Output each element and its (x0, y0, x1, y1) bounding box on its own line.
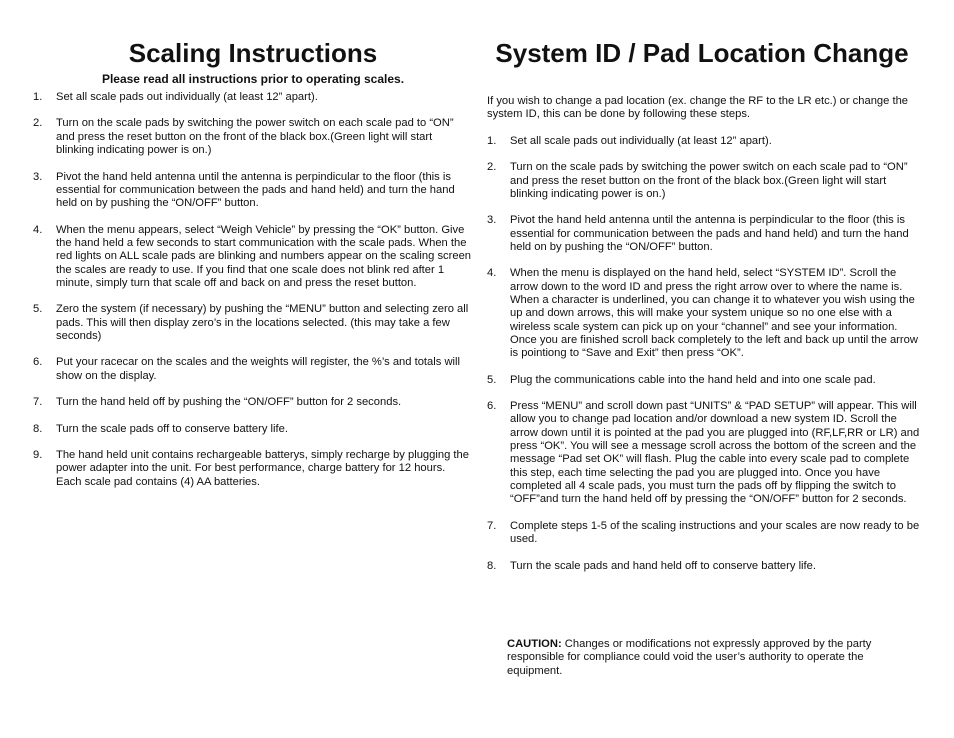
step-number: 2. (487, 161, 497, 174)
step-text: Turn the scale pads and hand held off to conserve battery life. (510, 559, 816, 572)
step-text: Press “MENU” and scroll down past “UNITS” & “PAD SETUP” will appear. This will allow you to change pad location and/or download a new system ID. Scroll the arrow down until it is pointed at the pad you are plugged into (RF,LF,RR or LR) and press “OK”. You will see a message scroll across the bottom of the screen and the message “Pad set OK” will flash. Plug the cable into every scale pad to complete this step, each time selecting the pad you are plugged into. Once you have completed all 4 scale pads, you must turn the pads off by flipping the switch to “OFF”and turn the hand held off by pressing the “ON/OFF” button for 2 seconds. (510, 400, 920, 506)
step-text: Pivot the hand held antenna until the antenna is perpindicular to the floor (this is essential for communication between the pads and hand held) and turn the hand held on by pushing the “ON/OFF” button. (56, 170, 455, 210)
step-number: 3. (33, 170, 43, 183)
system-id-title: System ID / Pad Location Change (495, 38, 909, 68)
step-number: 8. (33, 422, 43, 435)
step-item (487, 161, 927, 201)
caution-text: Changes or modifications not expressly approved by the party responsible for compliance could void the user’s authority to operate the equipment. (507, 638, 872, 677)
system-id-column (487, 36, 927, 586)
step-text: Set all scale pads out individually (at least 12” apart). (56, 91, 318, 103)
step-number: 6. (33, 356, 43, 369)
step-item (33, 396, 473, 409)
step-text: Turn the scale pads off to conserve battery life. (56, 422, 288, 435)
caution-label: CAUTION: (507, 638, 562, 650)
step-number: 1. (487, 134, 497, 147)
step-number: 3. (487, 214, 497, 227)
step-number: 7. (33, 396, 43, 409)
scaling-instructions-column (33, 36, 473, 502)
step-number: 4. (33, 223, 43, 236)
step-item (487, 400, 927, 506)
step-text: Turn on the scale pads by switching the power switch on each scale pad to “ON” and press the reset button on the front of the black box.(Green light will start blinking indicating power is on.) (56, 117, 454, 157)
step-item (487, 267, 927, 360)
step-item (487, 374, 927, 387)
step-text: Turn on the scale pads by switching the power switch on each scale pad to “ON” and press the reset button on the front of the black box.(Green light will start blinking indicating power is on.) (510, 161, 908, 200)
step-text: When the menu appears, select “Weigh Vehicle” by pressing the “OK” button. Give the hand held a few seconds to start communication with the scale pads. When the red lights on ALL scale pads are blinking and numbers appear on the scaling screen the scales are ready to use. If you find that one scale does not blink red after 1 minute, simply turn that scale off and back on and press the reset button. (56, 223, 472, 289)
step-text: The hand held unit contains rechargeable batterys, simply recharge by plugging the power adapter into the unit. For best performance, charge battery for 12 hours. Each scale pad contains (4) AA batteries. (56, 449, 469, 488)
step-item (487, 520, 927, 547)
caution-notice (507, 638, 887, 678)
step-item (487, 560, 927, 573)
scaling-instructions-title: Scaling Instructions (128, 38, 378, 68)
step-item (33, 356, 473, 383)
step-text: Put your racecar on the scales and the weights will register, the %’s and totals will show on the display. (56, 356, 460, 382)
step-text: Pivot the hand held antenna until the antenna is perpindicular to the floor (this is essential for communication between the pads and hand held) and turn the hand held on by pushing the “ON/OFF” button. (510, 214, 909, 253)
step-number: 1. (33, 91, 43, 103)
step-text: Turn the hand held off by pushing the “ON/OFF” button for 2 seconds. (56, 396, 402, 409)
step-number: 8. (487, 559, 497, 572)
step-item (33, 449, 473, 489)
step-text: Zero the system (if necessary) by pushing the “MENU” button and selecting zero all pads. This will then display zero’s in the locations selected. (this may take a few seconds) (56, 303, 469, 342)
step-number: 4. (487, 267, 497, 280)
step-number: 6. (487, 400, 497, 413)
step-number: 5. (33, 303, 43, 316)
step-number: 5. (487, 373, 497, 386)
scaling-instructions-subtitle: Please read all instructions prior to operating scales. (101, 72, 405, 86)
step-number: 2. (33, 117, 43, 130)
step-number: 7. (487, 519, 497, 532)
step-text: Plug the communications cable into the hand held and into one scale pad. (510, 373, 876, 386)
step-item (33, 303, 473, 343)
step-item (33, 117, 473, 157)
step-item (487, 135, 927, 148)
system-id-intro: If you wish to change a pad location (ex. change the RF to the LR etc.) or change the system ID, this can be done by following these steps. (487, 95, 909, 121)
step-number: 9. (33, 449, 43, 462)
step-item (33, 171, 473, 211)
scaling-steps-list (33, 91, 473, 489)
step-text: Set all scale pads out individually (at least 12” apart). (510, 134, 772, 147)
step-text: Complete steps 1-5 of the scaling instructions and your scales are now ready to be used. (510, 519, 920, 546)
step-item (33, 224, 473, 290)
step-item (33, 91, 473, 104)
step-item (33, 423, 473, 436)
step-item (487, 214, 927, 254)
system-id-steps-list (487, 135, 927, 573)
step-text: When the menu is displayed on the hand held, select “SYSTEM ID”. Scroll the arrow down to the word ID and press the right arrow over to where the name is. When a character is underlined, you can change it to whatever you wish using the up and down arrows, this will make your system unique so no one else with a wireless scale system can pick up on your “channel” and see your information. Once you are finished scroll back completely to the left and back up until the arrow is pointiong to “Save and Exit” then press “OK”. (510, 267, 918, 360)
